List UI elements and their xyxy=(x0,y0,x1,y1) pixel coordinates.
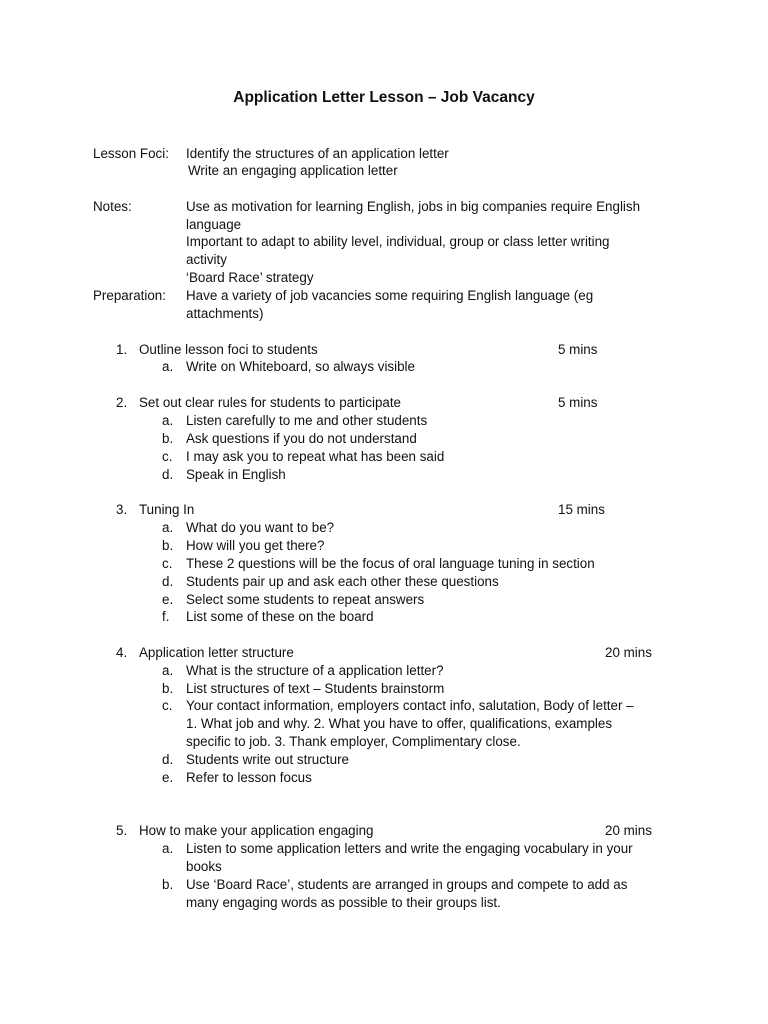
sub-item-text: How will you get there? xyxy=(186,538,325,553)
step-title: Set out clear rules for students to participate xyxy=(139,395,402,410)
sub-item-letter: c. xyxy=(162,556,173,571)
preparation-line: attachments) xyxy=(186,306,264,321)
step-number: 5. xyxy=(116,823,128,838)
sub-item-letter: d. xyxy=(162,574,174,589)
sub-item-text: Speak in English xyxy=(186,467,286,482)
sub-item-text: books xyxy=(186,859,222,874)
sub-item-text: Listen to some application letters and write the engaging vocabulary in your xyxy=(186,841,633,856)
sub-item-letter: e. xyxy=(162,592,174,607)
sub-item-letter: a. xyxy=(162,841,174,856)
step-duration: 20 mins xyxy=(605,823,652,838)
sub-item-text: What is the structure of a application letter? xyxy=(186,663,444,678)
sub-item-letter: b. xyxy=(162,538,174,553)
step-duration: 5 mins xyxy=(558,342,598,357)
sub-item-letter: a. xyxy=(162,359,174,374)
sub-item-text: Select some students to repeat answers xyxy=(186,592,425,607)
notes-line: Use as motivation for learning English, jobs in big companies require English xyxy=(186,199,641,214)
step-number: 1. xyxy=(116,342,128,357)
sub-item-text: 1. What job and why. 2. What you have to offer, qualifications, examples xyxy=(186,716,613,731)
sub-item-text: Listen carefully to me and other students xyxy=(186,413,428,428)
notes-line: activity xyxy=(186,252,227,267)
sub-item-text: Refer to lesson focus xyxy=(186,770,312,785)
step-number: 4. xyxy=(116,645,128,660)
step-title: Outline lesson foci to students xyxy=(139,342,318,357)
sub-item-letter: a. xyxy=(162,520,174,535)
sub-item-text: Students write out structure xyxy=(186,752,349,767)
sub-item-letter: a. xyxy=(162,413,174,428)
sub-item-letter: b. xyxy=(162,877,174,892)
sub-item-letter: e. xyxy=(162,770,174,785)
sub-item-letter: d. xyxy=(162,467,174,482)
sub-item-text: Students pair up and ask each other these questions xyxy=(186,574,499,589)
sub-item-text: I may ask you to repeat what has been said xyxy=(186,449,445,464)
step-duration: 15 mins xyxy=(558,502,605,517)
step-number: 2. xyxy=(116,395,128,410)
lesson-foci-label: Lesson Foci: xyxy=(93,146,169,161)
document-title: Application Letter Lesson – Job Vacancy xyxy=(233,89,535,106)
notes-label: Notes: xyxy=(93,199,132,214)
preparation-label: Preparation: xyxy=(93,288,166,303)
notes-line: Important to adapt to ability level, individual, group or class letter writing xyxy=(186,234,610,249)
sub-item-text: Your contact information, employers contact info, salutation, Body of letter – xyxy=(186,698,634,713)
notes-line: ‘Board Race’ strategy xyxy=(186,270,314,285)
sub-item-letter: b. xyxy=(162,431,174,446)
sub-item-letter: d. xyxy=(162,752,174,767)
notes-line: language xyxy=(186,217,242,232)
lesson-foci-line: Identify the structures of an application letter xyxy=(186,146,449,161)
sub-item-text: What do you want to be? xyxy=(186,520,335,535)
sub-item-text: Write on Whiteboard, so always visible xyxy=(186,359,415,374)
sub-item-text: specific to job. 3. Thank employer, Complimentary close. xyxy=(186,734,521,749)
sub-item-text: many engaging words as possible to their groups list. xyxy=(186,895,501,910)
lesson-foci-line: Write an engaging application letter xyxy=(188,163,398,178)
sub-item-text: List structures of text – Students brainstorm xyxy=(186,681,445,696)
step-duration: 5 mins xyxy=(558,395,598,410)
sub-item-letter: c. xyxy=(162,449,173,464)
preparation-line: Have a variety of job vacancies some requiring English language (eg xyxy=(186,288,594,303)
step-title: Tuning In xyxy=(139,502,195,517)
step-title: How to make your application engaging xyxy=(139,823,374,838)
sub-item-letter: f. xyxy=(162,609,170,624)
step-duration: 20 mins xyxy=(605,645,652,660)
sub-item-text: Use ‘Board Race’, students are arranged in groups and compete to add as xyxy=(186,877,628,892)
sub-item-text: These 2 questions will be the focus of oral language tuning in section xyxy=(186,556,595,571)
sub-item-letter: c. xyxy=(162,698,173,713)
sub-item-text: Ask questions if you do not understand xyxy=(186,431,417,446)
sub-item-text: List some of these on the board xyxy=(186,609,374,624)
sub-item-letter: a. xyxy=(162,663,174,678)
step-title: Application letter structure xyxy=(139,645,294,660)
sub-item-letter: b. xyxy=(162,681,174,696)
step-number: 3. xyxy=(116,502,128,517)
